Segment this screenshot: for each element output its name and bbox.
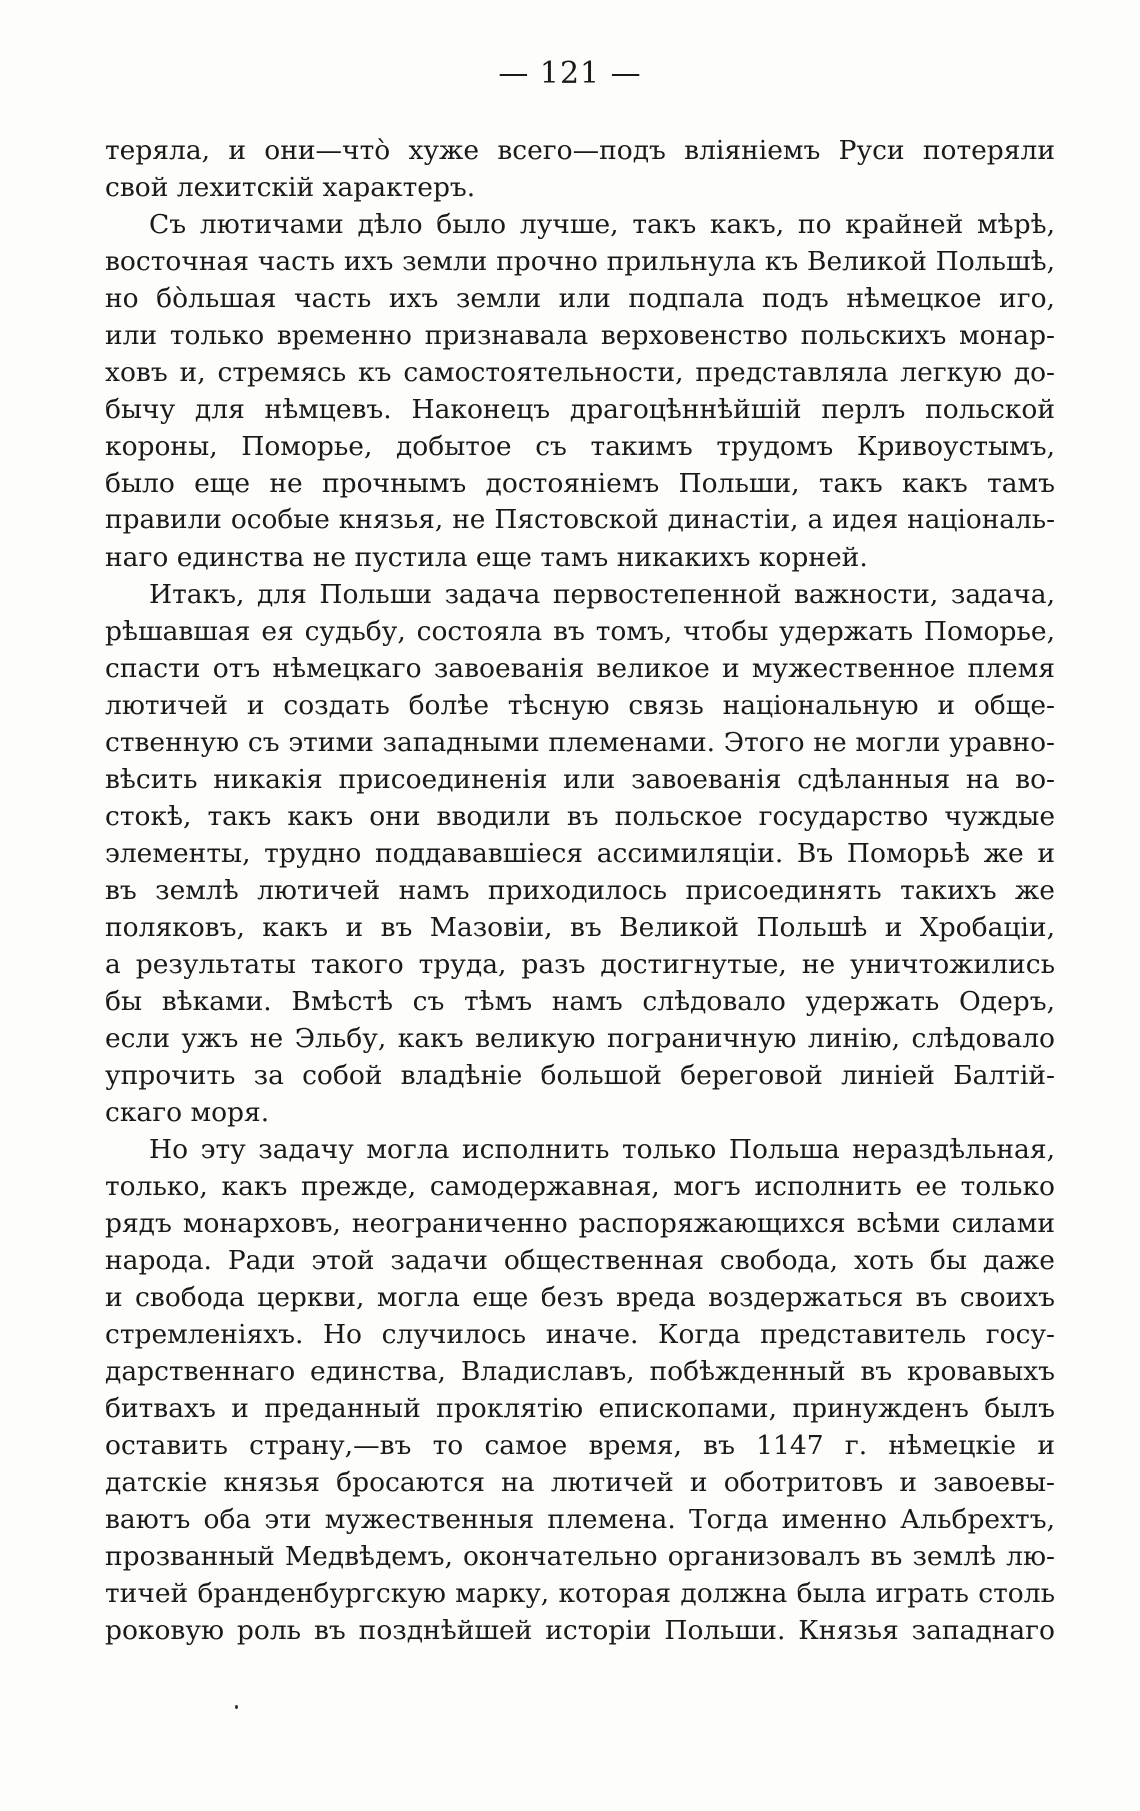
text-line: короны, Поморье, добытое съ такимъ трудомъ Кривоустымъ, — [105, 431, 1055, 462]
text-line: рѣшавшая ея судьбу, состояла въ томъ, чтобы удержать Поморье, — [105, 616, 1055, 647]
text-line: свой лехитскій характеръ. — [105, 172, 476, 203]
text-line: датскіе князья бросаются на лютичей и оботритовъ и завоевы- — [105, 1467, 1055, 1498]
text-line: скаго моря. — [105, 1097, 270, 1128]
text-line: если ужъ не Эльбу, какъ великую пограничную линію, слѣдовало — [105, 1023, 1055, 1054]
text-line: дарственнаго единства, Владиславъ, побѣжденный въ кровавыхъ — [105, 1356, 1055, 1387]
text-line: теряла, и они—что̀ хуже всего—подъ вліяніемъ Руси потеряли — [105, 135, 1055, 166]
text-line: восточная часть ихъ земли прочно прильнула къ Великой Польшѣ, — [105, 246, 1055, 277]
text-line: Но эту задачу могла исполнить только Польша нераздѣльная, — [149, 1134, 1055, 1165]
text-line: прозванный Медвѣдемъ, окончательно организовалъ въ землѣ лю- — [105, 1541, 1055, 1572]
text-line: бы вѣками. Вмѣстѣ съ тѣмъ намъ слѣдовало удержать Одеръ, — [105, 986, 1055, 1017]
text-line: стокѣ, такъ какъ они вводили въ польское государство чуждые — [105, 801, 1055, 832]
text-line: въ землѣ лютичей намъ приходилось присоединять такихъ же — [105, 875, 1055, 906]
text-line: а результаты такого труда, разъ достигнутые, не уничтожились — [105, 949, 1055, 980]
text-line: народа. Ради этой задачи общественная свобода, хоть бы даже — [105, 1245, 1055, 1276]
text-line: упрочить за собой владѣніе большой береговой линіей Балтій- — [105, 1060, 1055, 1091]
text-line: тичей бранденбургскую марку, которая должна была играть столь — [105, 1578, 1055, 1609]
text-line: спасти отъ нѣмецкаго завоеванія великое и мужественное племя — [105, 653, 1055, 684]
print-speck — [235, 1705, 238, 1709]
paragraph — [105, 576, 1055, 1131]
text-line: правили особые князья, не Пястовской династіи, а идея національ- — [105, 505, 1055, 535]
paragraph — [105, 206, 1055, 576]
paragraph — [105, 132, 1055, 206]
text-line: лютичей и создать болѣе тѣсную связь національную и обще- — [105, 690, 1055, 721]
text-line: бычу для нѣмцевъ. Наконецъ драгоцѣннѣйшій перлъ польской — [105, 394, 1055, 425]
text-line: вѣсить никакія присоединенія или завоеванія сдѣланныя на во- — [105, 764, 1055, 795]
text-line: оставить страну,—въ то самое время, въ 1147 г. нѣмецкіе и — [105, 1430, 1055, 1461]
text-line: но бо̀льшая часть ихъ земли или подпала подъ нѣмецкое иго, — [105, 283, 1055, 314]
text-line: или только временно признавала верховенство польскихъ монар- — [105, 320, 1055, 351]
body-text — [105, 132, 1055, 1649]
text-line: ваютъ оба эти мужественныя племена. Тогда именно Альбрехтъ, — [105, 1504, 1055, 1535]
text-line: было еще не прочнымъ достояніемъ Польши, такъ какъ тамъ — [105, 468, 1055, 499]
text-line: битвахъ и преданный проклятію епископами, принужденъ былъ — [105, 1393, 1055, 1424]
paragraph — [105, 1131, 1055, 1649]
text-line: ственную съ этими западными племенами. Этого не могли уравно- — [105, 727, 1055, 758]
text-line: Съ лютичами дѣло было лучше, такъ какъ, по крайней мѣрѣ, — [149, 209, 1055, 240]
text-line: наго единства не пустила еще тамъ никакихъ корней. — [105, 542, 868, 573]
text-line: только, какъ прежде, самодержавная, могъ исполнить ее только — [105, 1171, 1055, 1202]
text-line: рядъ монарховъ, неограниченно распоряжающихся всѣми силами — [105, 1208, 1055, 1239]
page-number: — 121 — — [498, 56, 642, 91]
text-line: и свобода церкви, могла еще безъ вреда воздержаться въ своихъ — [105, 1282, 1055, 1313]
text-line: роковую роль въ позднѣйшей исторіи Польши. Князья западнаго — [105, 1615, 1055, 1646]
text-line: элементы, трудно поддававшіеся ассимиляціи. Въ Поморьѣ же и — [105, 838, 1055, 869]
text-line: ховъ и, стремясь къ самостоятельности, представляла легкую до- — [105, 357, 1055, 388]
text-line: стремленіяхъ. Но случилось иначе. Когда представитель госу- — [105, 1319, 1055, 1350]
text-line: Итакъ, для Польши задача первостепенной важности, задача, — [149, 579, 1055, 610]
text-line: поляковъ, какъ и въ Мазовіи, въ Великой Польшѣ и Хробаціи, — [105, 912, 1055, 943]
